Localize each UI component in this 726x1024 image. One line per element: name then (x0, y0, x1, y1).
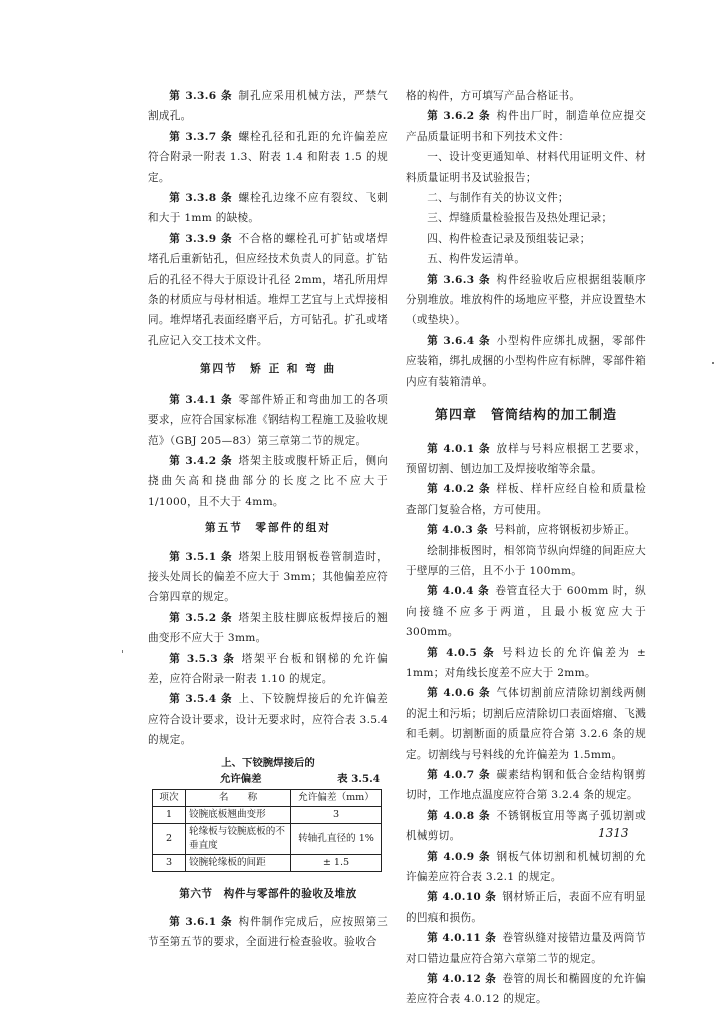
clause-number: 第 4.0.8 条 (427, 809, 491, 822)
clause-4-0-2 (406, 479, 646, 520)
clause-text: 螺栓孔径和孔距的允许偏差应符合附录一附表 1.3、附表 1.4 和附表 1.5 的规定。 (148, 130, 388, 184)
clause-3-5-2 (148, 608, 388, 649)
column-header: 名 称 (186, 789, 291, 806)
list-item: 一、设计变更通知单、材料代用证明文件、材料质量证明书及试验报告； (406, 151, 646, 184)
clause-4-0-11 (406, 928, 646, 969)
clause-number: 第 4.0.7 条 (427, 769, 491, 781)
table-caption-line1: 上、下铰腕焊接后的 (221, 756, 315, 769)
clause-number: 第 3.6.2 条 (427, 110, 491, 123)
clause-text: 塔架主肢或腹杆矫正后，侧向挠曲矢高和挠曲部分的长度之比不应大于 1/1000，且不大于 4mm。 (148, 454, 388, 508)
clause-4-0-3-paragraph: 绘制排板图时，相邻筒节纵向焊缝的间距应大于壁厚的三倍，且不小于 100mm。 (406, 544, 646, 577)
clause-number: 第 3.3.8 条 (169, 192, 233, 205)
table-caption-line2: 允许偏差 (220, 772, 262, 785)
clause-text: 碳素结构钢和低合金结构钢剪切时，工作地点温度应符合第 3.2.4 条的规定。 (406, 769, 646, 802)
clause-number: 第 3.3.9 条 (169, 232, 233, 245)
clause-number: 第 4.0.6 条 (427, 687, 491, 700)
clause-4-0-5 (406, 643, 646, 684)
clause-4-0-7 (406, 765, 646, 806)
clause-text: 不锈钢板宜用等离子弧切割或机械剪切。 (406, 809, 646, 843)
clause-number: 第 4.0.10 条 (427, 891, 497, 904)
column-header: 项次 (153, 789, 186, 806)
clause-4-0-10 (406, 887, 646, 928)
clause-3-5-1 (148, 547, 388, 608)
clause-number: 第 3.6.4 条 (427, 334, 491, 347)
clause-number: 第 4.0.12 条 (427, 973, 497, 986)
tolerance-table (152, 789, 382, 872)
list-item: 二、与制作有关的协议文件； (427, 192, 569, 205)
clause-3-6-3 (406, 270, 646, 331)
table-row (153, 806, 382, 823)
clause-text: 不合格的螺栓孔可扩钻或堵焊堵孔后重新钻孔，但应经技术负责人的同意。扩钻后的孔径不得大于原设计孔径 2mm，堵孔所用焊条的材质应与母材相适。堆焊工艺宜与上式焊接相同。堆焊堵孔表面经磨平后，方可钻孔。扩孔或堵孔应记入交工技术文件。 (148, 232, 388, 347)
clause-text: 零部件矫正和弯曲加工的各项要求，应符合国家标准《钢结构工程施工及验收规范》（GBJ 205—83）第三章第二节的规定。 (148, 393, 388, 447)
clause-text: 小型构件应绑扎成捆，零部件应装箱，绑扎成捆的小型构件应有标牌，零部件箱内应有装箱清单。 (406, 334, 646, 388)
section-heading-6: 第六节 构件与零部件的验收及堆放 (179, 887, 357, 900)
clause-number: 第 4.0.4 条 (427, 585, 490, 598)
table-cell: 转轴孔直径的 1% (291, 823, 382, 854)
table-cell: 铰腕底板翘曲变形 (186, 806, 291, 823)
clause-text: 螺栓孔边缘不应有裂纹、飞刺和大于 1mm 的缺棱。 (148, 192, 388, 225)
table-cell: 轮缘板与铰腕底板的不垂直度 (186, 823, 291, 854)
clause-text: 塔架主肢柱脚底板焊接后的翘曲变形不应大于 3mm。 (148, 611, 388, 645)
left-column (148, 86, 388, 953)
clause-3-3-8 (148, 188, 388, 229)
clause-3-4-1 (148, 390, 388, 451)
table-cell: 1 (153, 806, 186, 823)
clause-text: 样板、样杆应经自检和质量检查部门复验合格，方可使用。 (406, 483, 646, 516)
clause-number: 第 4.0.2 条 (427, 483, 491, 496)
clause-number: 第 3.3.6 条 (169, 90, 233, 102)
table-header-row (153, 789, 382, 806)
clause-text: 钢材矫正后，表面不应有明显的凹痕和损伤。 (406, 891, 646, 924)
clause-number: 第 3.3.7 条 (169, 130, 233, 143)
clause-number: 第 3.4.1 条 (169, 393, 233, 406)
list-item: 五、构件发运清单。 (427, 253, 526, 266)
clause-text: 构件制作完成后，应按照第三节至第五节的要求，全面进行检查验收。验收合 (148, 916, 388, 949)
clause-text: 塔架上肢用钢板卷管制造时，接头处周长的偏差不应大于 3mm；其他偏差应符合第四章的规定。 (148, 550, 388, 604)
clause-text: 号料边长的允许偏差为 ± 1mm；对角线长度差不应大于 2mm。 (406, 646, 646, 679)
section-heading-4: 第四节 矫 正 和 弯 曲 (199, 363, 337, 376)
column-header: 允许偏差（mm） (291, 789, 382, 806)
clause-text: 卷管的周长和椭圆度的允许偏差应符合表 4.0.12 的规定。 (406, 973, 646, 1006)
clause-number: 第 4.0.11 条 (427, 932, 497, 945)
table-cell: 铰腕轮缘板的间距 (186, 854, 291, 871)
clause-text: 号料前，应将钢板初步矫正。 (493, 524, 636, 537)
clause-3-4-2 (148, 451, 388, 512)
clause-text: 构件出厂时，制造单位应提交产品质量证明书和下列技术文件： (406, 110, 646, 143)
clause-3-5-4 (148, 689, 388, 750)
clause-number: 第 3.6.3 条 (427, 273, 491, 286)
clause-3-6-4 (406, 331, 646, 392)
table-cell: 2 (153, 823, 186, 854)
table-cell: 3 (291, 806, 382, 823)
clause-3-6-1 (148, 912, 388, 953)
clause-4-0-12 (406, 969, 646, 1010)
clause-3-3-6 (148, 86, 388, 127)
scan-speck (712, 362, 714, 364)
clause-4-0-3 (406, 520, 646, 540)
clause-text: 卷管纵缝对接错边量及两筒节对口错边量应符合第六章第二节的规定。 (406, 932, 646, 965)
clause-number: 第 3.5.3 条 (169, 652, 236, 665)
page-number: 1313 (598, 826, 629, 840)
clause-text: 气体切割前应清除切割线两侧的泥土和污垢；切割后应清除切口表面熔瘤、飞溅和毛刺。切割断面的质量应符合第 3.2.6 条的规定。切割线与号料线的允许偏差为 1.5mm。 (406, 687, 646, 761)
clause-text: 塔架平台板和钢梯的允许偏差，应符合附录一附表 1.10 的规定。 (148, 652, 388, 685)
table-number: 表 3.5.4 (337, 772, 380, 785)
table-row (153, 823, 382, 854)
clause-number: 第 3.5.1 条 (169, 550, 233, 563)
chapter-heading: 第四章 管筒结构的加工制造 (434, 408, 617, 424)
clause-text: 构件经验收后应根据组装顺序分别堆放。堆放构件的场地应平整，并应设置垫木（或垫块）。 (406, 273, 646, 327)
clause-4-0-4 (406, 581, 646, 642)
scan-speck (122, 650, 123, 653)
clause-number: 第 4.0.3 条 (427, 524, 488, 537)
clause-4-0-1 (406, 439, 646, 480)
list-item: 四、构件检查记录及预组装记录； (427, 232, 591, 245)
clause-3-5-3 (148, 649, 388, 690)
right-column (406, 86, 646, 1010)
table-caption (148, 755, 388, 787)
clause-3-6-1-continued: 格的构件，方可填写产品合格证书。 (406, 90, 581, 102)
list-item: 三、焊缝质量检验报告及热处理记录； (427, 212, 613, 225)
clause-text: 上、下铰腕焊接后的允许偏差应符合设计要求，设计无要求时，应符合表 3.5.4 的规定。 (148, 693, 388, 747)
clause-text: 钢板气体切割和机械切割的允许偏差应符合表 3.2.1 的规定。 (406, 850, 646, 884)
table-row (153, 854, 382, 871)
clause-number: 第 4.0.9 条 (427, 850, 491, 863)
clause-text: 制孔应采用机械方法，严禁气割成孔。 (148, 90, 388, 123)
clause-number: 第 3.5.2 条 (169, 611, 233, 624)
table-cell: 3 (153, 854, 186, 871)
clause-text: 卷管直径大于 600mm 时，纵向接缝不应多于两道，且最小板宽应大于 300mm。 (406, 585, 646, 639)
clause-3-3-9 (148, 229, 388, 351)
section-heading-5: 第五节 零部件的组对 (205, 522, 331, 535)
clause-3-6-2 (406, 106, 646, 147)
clause-3-3-7 (148, 127, 388, 188)
clause-4-0-6 (406, 683, 646, 765)
clause-text: 放样与号料应根据工艺要求，预留切割、刨边加工及焊接收缩等余量。 (406, 442, 646, 475)
clause-number: 第 4.0.1 条 (427, 442, 491, 455)
clause-number: 第 3.4.2 条 (169, 454, 233, 467)
clause-number: 第 3.6.1 条 (169, 916, 233, 928)
clause-number: 第 3.5.4 条 (169, 693, 233, 706)
table-cell: ± 1.5 (291, 854, 382, 871)
clause-4-0-9 (406, 847, 646, 888)
clause-number: 第 4.0.5 条 (427, 646, 497, 659)
